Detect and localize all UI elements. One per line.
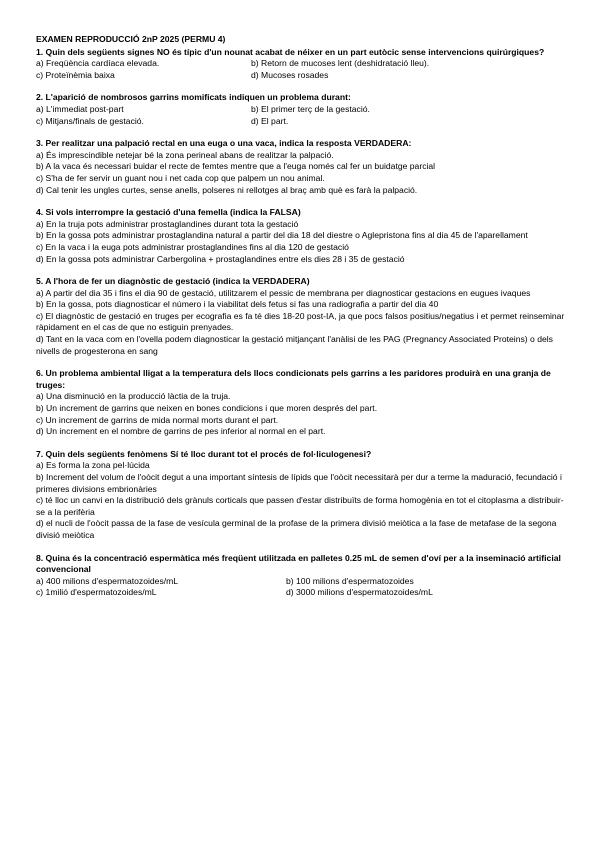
- question-1: [36, 47, 566, 82]
- question-text: 6. Un problema ambiental lligat a la temperatura dels llocs condicionats pels garrins a les paridores produirà en una granja de truges:: [36, 368, 551, 390]
- option-a: a) En la truja pots administrar prostaglandines durant tota la gestació: [36, 218, 299, 229]
- option-c: c) 1milió d'espermatozoides/mL: [36, 587, 157, 598]
- option-a: a) Una disminució en la producció làctia de la truja.: [36, 391, 231, 402]
- question-text: 5. A l'hora de fer un diagnòstic de gestació (indica la VERDADERA): [36, 276, 310, 287]
- option-c: c) Proteïnèmia baixa: [36, 69, 115, 80]
- option-d: d) Mucoses rosades: [251, 69, 329, 80]
- option-c: c) Un increment de garrins de mida normal morts durant el part.: [36, 414, 279, 425]
- option-b: b) Un increment de garrins que neixen en bones condicions i que moren després del part.: [36, 403, 378, 414]
- option-c: c) Mitjans/finals de gestació.: [36, 115, 144, 126]
- option-d: d) 3000 milions d'espermatozoides/mL: [286, 587, 433, 598]
- question-6: [36, 368, 566, 438]
- option-c: c) S'ha de fer servir un guant nou i net cada cop que palpem un nou animal.: [36, 172, 325, 183]
- option-b: b) 100 milions d'espermatozoides: [286, 575, 414, 586]
- option-b: b) A la vaca és necessari buidar el recte de femtes mentre que a l'euga només cal fer un buidatge parcial: [36, 161, 436, 172]
- question-2: [36, 92, 566, 127]
- question-text: 4. Si vols interrompre la gestació d'una femella (indica la FALSA): [36, 207, 301, 218]
- question-4: [36, 207, 566, 265]
- option-d: d) Un increment en el nombre de garrins de pes inferior al normal en el part.: [36, 426, 326, 437]
- question-text: 2. L'aparició de nombrosos garrins momificats indiquen un problema durant:: [36, 92, 351, 103]
- option-b: b) El primer terç de la gestació.: [251, 103, 370, 114]
- question-3: [36, 138, 566, 196]
- option-d: d) Cal tenir les ungles curtes, sense anells, polseres ni rellotges al braç amb què es farà la palpació.: [36, 184, 418, 195]
- option-c: c) El diagnòstic de gestació en truges per ecografia es fa té dies 18-20 post-IA, ja que pocs falsos positius/negatius i et permet reinseminar ràpidament en el cas de que no estiguin prenyades.: [36, 310, 565, 333]
- option-a: a) L'immediat post-part: [36, 103, 124, 114]
- question-text: 3. Per realitzar una palpació rectal en una euga o una vaca, indica la resposta VERDADERA:: [36, 138, 412, 149]
- question-8: [36, 553, 566, 599]
- question-text: 8. Quina és la concentració espermàtica més freqüent utilitzada en palletes 0.25 mL de semen d'oví per a la inseminació artificial convencional: [36, 552, 561, 575]
- option-c: c) té lloc un canvi en la distribució dels grànuls corticals que passen d'estar distribuïts de forma homogènia en tot el citoplasma a distribuir-se a la perifèria: [36, 495, 564, 517]
- option-d: d) el nucli de l'oòcit passa de la fase de vesícula germinal de la profase de la primera divisió meiòtica a la fase de metafase de la segona divisió meiòtica: [36, 518, 557, 540]
- option-d: d) Tant en la vaca com en l'ovella podem diagnosticar la gestació mitjançant l'anàlisi de les PAG (Pregnancy Associated Proteins) o dels nivells de progesterona en sang: [36, 334, 553, 356]
- question-7: [36, 449, 566, 542]
- option-d: d) En la gossa pots administrar Carbergolina + prostaglandines entre els dies 28 i 35 de gestació: [36, 253, 405, 264]
- option-a: a) Freqüència cardíaca elevada.: [36, 58, 160, 69]
- question-5: [36, 276, 566, 357]
- option-c: c) En la vaca i la euga pots administrar prostaglandines fins al dia 120 de gestació: [36, 241, 349, 252]
- question-text: 1. Quin dels següents signes NO és típic d'un nounat acabat de néixer en un part eutòcic sense intervencions quirúrgiques?: [36, 46, 545, 57]
- option-d: d) El part.: [251, 115, 289, 126]
- option-b: b) Retorn de mucoses lent (deshidratació lleu).: [251, 58, 430, 69]
- option-b: b) Increment del volum de l'oòcit degut a una important síntesis de lípids que l'oòcit necessitarà per dur a terme la maduració, fecundació i primeres divisions embrionàries: [36, 472, 562, 494]
- option-a: a) És imprescindible netejar bé la zona perineal abans de realitzar la palpació.: [36, 149, 334, 160]
- exam-title: EXAMEN REPRODUCCIÓ 2nP 2025 (PERMU 4): [36, 34, 226, 44]
- option-b: b) En la gossa, pots diagnosticar el número i la viabilitat dels fetus si fas una radiografia a partir del dia 40: [36, 299, 439, 310]
- option-a: a) A partir del dia 35 i fins el dia 90 de gestació, utilitzarem el pessic de membrana per diagnosticar gestacions en eugues ivaques: [36, 287, 531, 298]
- question-text: 7. Quin dels següents fenòmens Sí té lloc durant tot el procés de fol·liculogenesi?: [36, 448, 372, 459]
- option-a: a) 400 milions d'espermatozoides/mL: [36, 575, 179, 586]
- option-a: a) Es forma la zona pel·lúcida: [36, 460, 150, 471]
- exam-page: [36, 34, 566, 610]
- option-b: b) En la gossa pots administrar prostaglandina natural a partir del dia 18 del diestre o Aglepristona fins al dia 45 de l'aparellament: [36, 230, 528, 241]
